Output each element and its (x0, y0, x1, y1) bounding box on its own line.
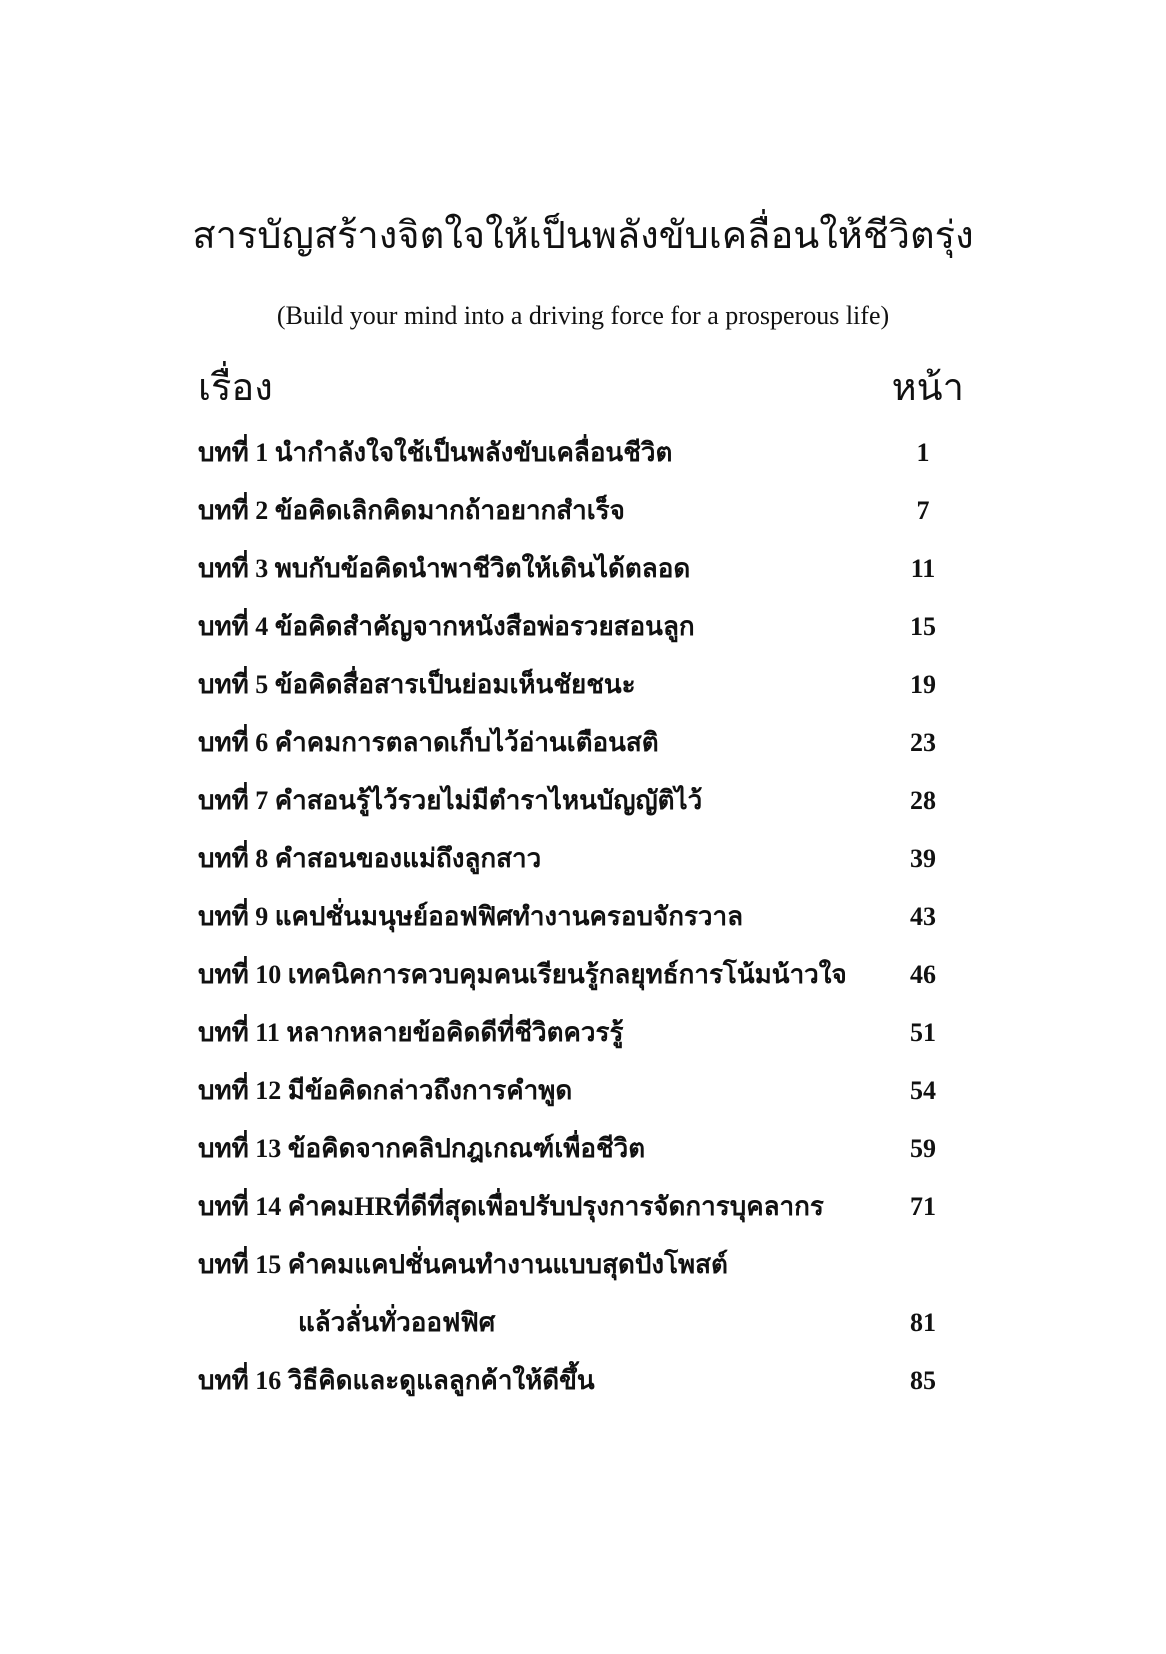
toc-entry-page: 23 (910, 728, 936, 757)
toc-entry-page: 81 (910, 1308, 936, 1337)
toc-entry-page: 46 (910, 960, 936, 989)
toc-entry-page: 59 (910, 1134, 936, 1163)
toc-entry-page: 54 (910, 1076, 936, 1105)
toc-entry-8[interactable] (198, 830, 958, 888)
toc-entry-page: 51 (910, 1018, 936, 1047)
toc-entry-page: 1 (916, 438, 930, 467)
toc-entry-title (198, 1236, 868, 1352)
toc-entry-page: 43 (910, 902, 936, 931)
toc-entry-7[interactable] (198, 772, 958, 830)
toc-entry-title: บทที่ 6 คำคมการตลาดเก็บไว้อ่านเตือนสติ (198, 728, 659, 757)
toc-entry-2[interactable] (198, 482, 958, 540)
toc-entry-page: 11 (910, 554, 936, 583)
toc-entry-title: บทที่ 4 ข้อคิดสำคัญจากหนังสือพ่อรวยสอนลูก (198, 612, 695, 641)
toc-entry-1[interactable] (198, 424, 958, 482)
toc-entry-title: บทที่ 13 ข้อคิดจากคลิปกฎเกณฑ์เพื่อชีวิต (198, 1134, 646, 1163)
page-title: สารบัญสร้างจิตใจให้เป็นพลังขับเคลื่อนให้ชีวิตรุ่ง (192, 215, 974, 257)
toc-entry-6[interactable] (198, 714, 958, 772)
table-of-contents (198, 424, 958, 1410)
toc-entry-page: 15 (910, 612, 936, 641)
page-subtitle: (Build your mind into a driving force for a prosperous life) (276, 301, 890, 330)
toc-entry-3[interactable] (198, 540, 958, 598)
toc-entry-title-line2: แล้วลั่นทั่วออฟฟิศ (298, 1308, 496, 1337)
toc-entry-title: บทที่ 11 หลากหลายข้อคิดดีที่ชีวิตควรรู้ (198, 1018, 624, 1047)
toc-header-page: หน้า (891, 367, 964, 409)
toc-entry-page: 7 (916, 496, 930, 525)
toc-header-topic: เรื่อง (198, 367, 273, 409)
toc-entry-15[interactable] (198, 1236, 958, 1352)
toc-entry-title-line1: บทที่ 15 คำคมแคปชั่นคนทำงานแบบสุดปังโพสต์ (198, 1250, 728, 1279)
toc-entry-14[interactable] (198, 1178, 958, 1236)
toc-entry-page: 85 (910, 1366, 936, 1395)
toc-entry-12[interactable] (198, 1062, 958, 1120)
toc-entry-16[interactable] (198, 1352, 958, 1410)
toc-entry-title: บทที่ 14 คำคมHRที่ดีที่สุดเพื่อปรับปรุงการจัดการบุคลากร (198, 1192, 824, 1221)
toc-entry-5[interactable] (198, 656, 958, 714)
toc-entry-title: บทที่ 3 พบกับข้อคิดนำพาชีวิตให้เดินได้ตลอด (198, 554, 691, 583)
toc-entry-title: บทที่ 2 ข้อคิดเลิกคิดมากถ้าอยากสำเร็จ (198, 496, 625, 525)
toc-entry-page: 19 (910, 670, 936, 699)
toc-entry-title: บทที่ 16 วิธีคิดและดูแลลูกค้าให้ดีขึ้น (198, 1366, 595, 1395)
toc-entry-page: 39 (910, 844, 936, 873)
toc-entry-title: บทที่ 8 คำสอนของแม่ถึงลูกสาว (198, 844, 542, 873)
toc-entry-title: บทที่ 9 แคปชั่นมนุษย์ออฟฟิศทำงานครอบจักรวาล (198, 902, 744, 931)
toc-entry-title: บทที่ 5 ข้อคิดสื่อสารเป็นย่อมเห็นชัยชนะ (198, 670, 636, 699)
toc-entry-title: บทที่ 10 เทคนิคการควบคุมคนเรียนรู้กลยุทธ์การโน้มน้าวใจ (198, 960, 847, 989)
toc-entry-title: บทที่ 1 นำกำลังใจใช้เป็นพลังขับเคลื่อนชีวิต (198, 438, 673, 467)
toc-entry-title: บทที่ 7 คำสอนรู้ไว้รวยไม่มีตำราไหนบัญญัติไว้ (198, 786, 703, 815)
toc-entry-10[interactable] (198, 946, 958, 1004)
toc-entry-9[interactable] (198, 888, 958, 946)
toc-entry-page: 28 (910, 786, 936, 815)
toc-entry-4[interactable] (198, 598, 958, 656)
toc-entry-13[interactable] (198, 1120, 958, 1178)
toc-entry-11[interactable] (198, 1004, 958, 1062)
toc-entry-page: 71 (910, 1192, 936, 1221)
toc-entry-title: บทที่ 12 มีข้อคิดกล่าวถึงการคำพูด (198, 1076, 573, 1105)
